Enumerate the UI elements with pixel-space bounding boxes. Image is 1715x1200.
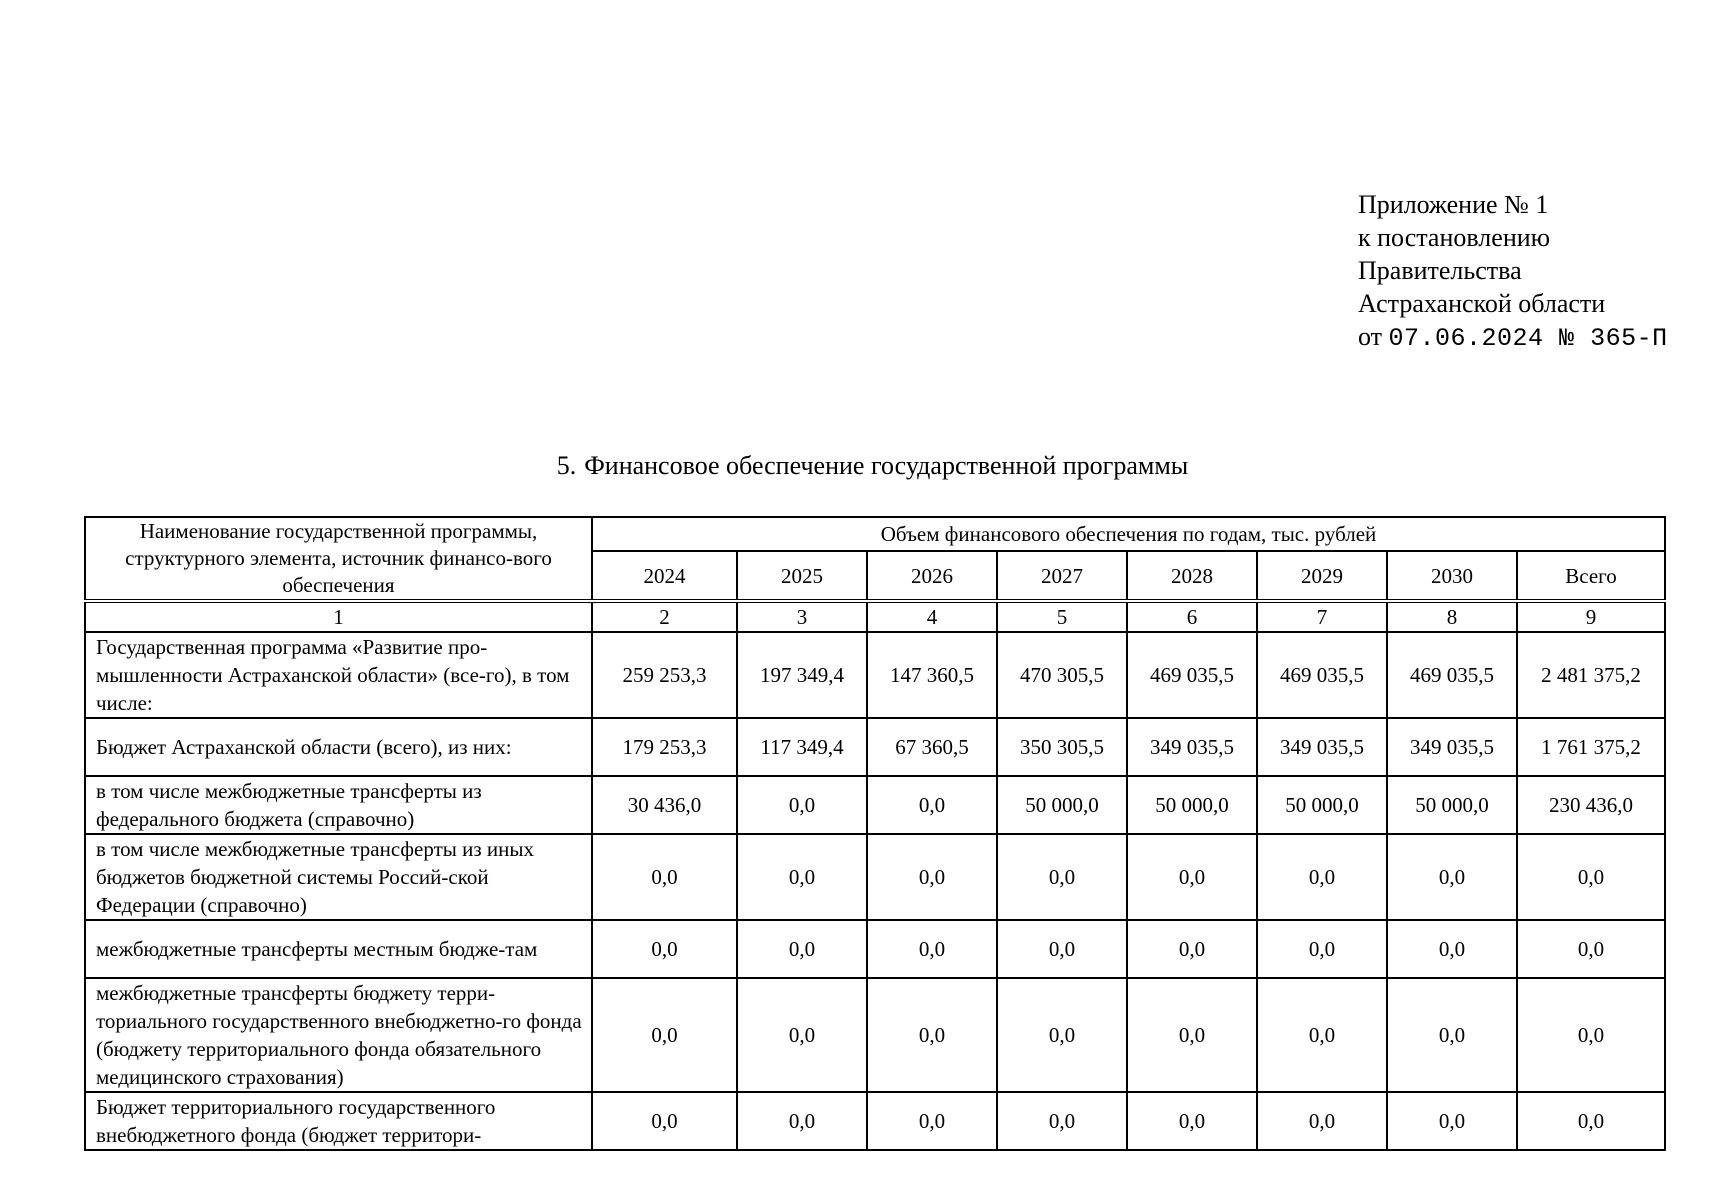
table-row [85,776,1665,834]
value-cell: 0,0 [1257,834,1387,920]
value-cell: 0,0 [592,1092,737,1150]
value-cell: 349 035,5 [1127,718,1257,776]
year-header-2025: 2025 [737,551,867,601]
value-cell: 0,0 [997,834,1127,920]
value-cell: 147 360,5 [867,632,997,718]
total-cell: 0,0 [1517,1092,1665,1150]
value-cell: 179 253,3 [592,718,737,776]
year-header-2026: 2026 [867,551,997,601]
appendix-date-stamp: 07.06.2024 № 365-П [1388,324,1668,353]
value-cell: 0,0 [1127,834,1257,920]
appendix-line-2: к постановлению [1358,223,1551,252]
value-cell: 0,0 [867,920,997,978]
value-cell: 50 000,0 [1257,776,1387,834]
value-cell: 50 000,0 [997,776,1127,834]
value-cell: 0,0 [737,920,867,978]
appendix-date-prefix: от [1358,322,1383,351]
row-name: межбюджетные трансферты местным бюдже-там [85,920,592,978]
value-cell: 0,0 [592,920,737,978]
year-header-2029: 2029 [1257,551,1387,601]
appendix-line-1: Приложение № 1 [1358,190,1549,219]
table-row [85,718,1665,776]
value-cell: 0,0 [867,978,997,1092]
value-cell: 469 035,5 [1257,632,1387,718]
column-number: 1 [85,601,592,632]
value-cell: 30 436,0 [592,776,737,834]
row-name: Бюджет территориального государственного внебюджетного фонда (бюджет территори- [85,1092,592,1150]
value-cell: 0,0 [867,1092,997,1150]
total-cell: 0,0 [1517,978,1665,1092]
volume-header: Объем финансового обеспечения по годам, тыс. рублей [592,517,1665,551]
value-cell: 0,0 [737,834,867,920]
column-number: 5 [997,601,1127,632]
value-cell: 0,0 [1387,978,1517,1092]
year-header-2027: 2027 [997,551,1127,601]
value-cell: 0,0 [1257,920,1387,978]
table-row [85,1092,1665,1150]
value-cell: 67 360,5 [867,718,997,776]
section-title-text: Финансовое обеспечение государственной программы [584,451,1189,480]
value-cell: 0,0 [1127,920,1257,978]
year-header-2024: 2024 [592,551,737,601]
appendix-date-line [1358,320,1668,355]
value-cell: 469 035,5 [1127,632,1257,718]
value-cell: 0,0 [1257,1092,1387,1150]
row-name: Государственная программа «Развитие про-мышленности Астраханской области» (все-го), в том числе: [85,632,592,718]
name-column-header: Наименование государственной программы, структурного элемента, источник финансо-вого обеспечения [85,517,592,601]
value-cell: 0,0 [592,978,737,1092]
value-cell: 0,0 [997,920,1127,978]
column-number: 4 [867,601,997,632]
column-number: 9 [1517,601,1665,632]
column-number: 3 [737,601,867,632]
value-cell: 117 349,4 [737,718,867,776]
value-cell: 50 000,0 [1127,776,1257,834]
value-cell: 0,0 [592,834,737,920]
value-cell: 0,0 [1127,1092,1257,1150]
value-cell: 0,0 [737,978,867,1092]
total-cell: 0,0 [1517,920,1665,978]
appendix-line-4: Астраханской области [1358,289,1606,318]
value-cell: 0,0 [737,1092,867,1150]
value-cell: 0,0 [1387,834,1517,920]
column-number: 8 [1387,601,1517,632]
value-cell: 0,0 [1127,978,1257,1092]
total-header: Всего [1517,551,1665,601]
appendix-block [1358,188,1668,355]
value-cell: 0,0 [997,978,1127,1092]
section-number: 5. [556,451,577,480]
value-cell: 0,0 [737,776,867,834]
value-cell: 0,0 [867,834,997,920]
value-cell: 349 035,5 [1257,718,1387,776]
value-cell: 0,0 [1387,1092,1517,1150]
total-cell: 230 436,0 [1517,776,1665,834]
section-title [0,451,1715,481]
value-cell: 350 305,5 [997,718,1127,776]
total-cell: 0,0 [1517,834,1665,920]
value-cell: 50 000,0 [1387,776,1517,834]
value-cell: 0,0 [1257,978,1387,1092]
table-row [85,834,1665,920]
year-header-2028: 2028 [1127,551,1257,601]
row-name: в том числе межбюджетные трансферты из иных бюджетов бюджетной системы Россий-ской Федерации (справочно) [85,834,592,920]
row-name: Бюджет Астраханской области (всего), из них: [85,718,592,776]
value-cell: 0,0 [997,1092,1127,1150]
value-cell: 197 349,4 [737,632,867,718]
table-row [85,632,1665,718]
column-number: 7 [1257,601,1387,632]
year-header-2030: 2030 [1387,551,1517,601]
total-cell: 2 481 375,2 [1517,632,1665,718]
column-number: 2 [592,601,737,632]
value-cell: 349 035,5 [1387,718,1517,776]
table-row [85,920,1665,978]
value-cell: 0,0 [867,776,997,834]
header-row-1 [85,517,1665,551]
financing-table [84,516,1666,1151]
value-cell: 259 253,3 [592,632,737,718]
row-name: в том числе межбюджетные трансферты из федерального бюджета (справочно) [85,776,592,834]
column-number: 6 [1127,601,1257,632]
row-name: межбюджетные трансферты бюджету терри-ториального государственного внебюджетно-го фонда (бюджету территориального фонда обязательного медицинского страхования) [85,978,592,1092]
column-number-row [85,601,1665,632]
value-cell: 0,0 [1387,920,1517,978]
appendix-line-3: Правительства [1358,256,1522,285]
value-cell: 470 305,5 [997,632,1127,718]
total-cell: 1 761 375,2 [1517,718,1665,776]
value-cell: 469 035,5 [1387,632,1517,718]
table-row [85,978,1665,1092]
